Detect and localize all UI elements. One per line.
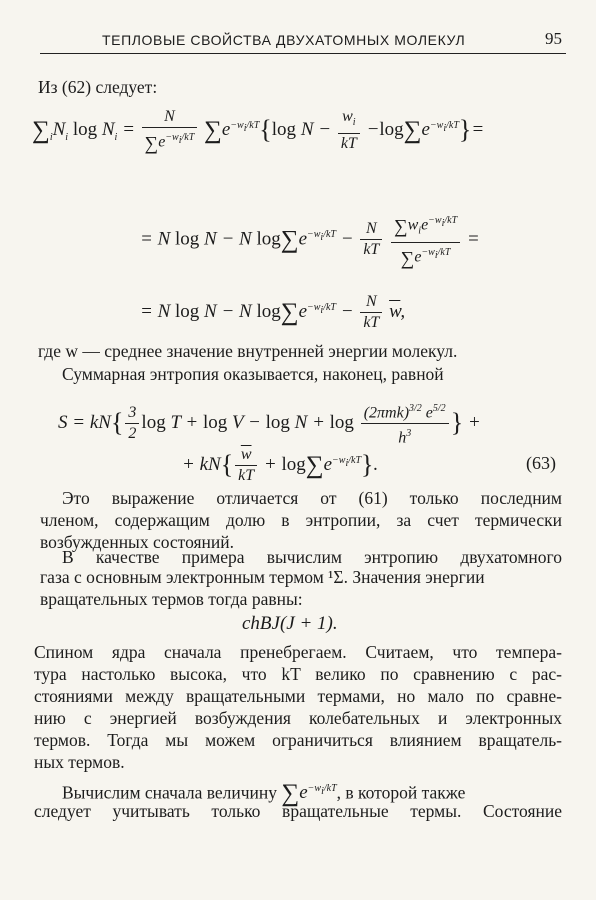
- partition-sum-inline: $\sum e^{-w_i/kT}$: [281, 780, 337, 808]
- where-w-text: где w — среднее значение внутренней энергии молекул.: [38, 341, 458, 361]
- para-1-line-3: возбужденных состояний.: [40, 532, 235, 552]
- rotational-energy-formula: chBJ(J + 1).: [242, 613, 338, 634]
- running-title: ТЕПЛОВЫЕ СВОЙСТВА ДВУХАТОМНЫХ МОЛЕКУЛ: [102, 32, 466, 48]
- para-3-line-5: термов. Тогда мы можем ограничиться влиянием вращатель-: [34, 730, 562, 750]
- para-2-text-a: газа с основным электронным термом: [40, 567, 324, 587]
- para-3-line-6: ных термов.: [34, 752, 125, 772]
- entropy-equation-line-1: S = kN{ $\frac{3}{2}$ log T + log V − log N + log $\frac{(2\pi mk)^{3/2} e^{5/2}}{h^3}$ } +: [58, 400, 481, 448]
- para-4-line-2: следует учитывать только вращательные термы. Состояние: [34, 801, 562, 821]
- header-rule: [40, 53, 566, 54]
- running-header: [40, 26, 566, 56]
- para-3-line-4: нию с энергией возбуждения колебательных и электронных: [34, 708, 562, 728]
- para-1-line-2: членом, содержащим долю в энтропии, за счет термически: [40, 510, 562, 530]
- entropy-equation-line-2: + kN{ $\frac{\overline{w}}{kT}$ + $\log\sum e^{-w_i/kT}$}.: [182, 446, 379, 484]
- para-4-text-a: Вычислим сначала величину: [62, 782, 278, 803]
- para-2-line-2: [40, 566, 562, 588]
- intro-text: Из (62) следует:: [38, 77, 158, 97]
- para-1-line-1: Это выражение отличается от (61) только последним: [62, 488, 562, 508]
- para-4-text-b: , в которой также: [336, 782, 466, 803]
- page-number: 95: [545, 29, 562, 48]
- para-3-line-3: стояниями между вращательными термами, но мало по сравне-: [34, 686, 562, 706]
- ground-term: ¹Σ: [328, 567, 344, 587]
- equation-line-2: = N log N − N $\log\sum e^{-w_i/kT}$ − $\frac{N}{kT}$ $\frac{\sum w_ie^{-w_i/kT}}{\sum e^{-w_i/kT}}$ =: [140, 212, 480, 268]
- para-2-line-3: вращательных термов тогда равны:: [40, 589, 303, 609]
- equation-line-3: = N log N − N $\log\sum e^{-w_i/kT}$ − $\frac{N}{kT}$ $\overline{w}$,: [140, 293, 406, 331]
- para-3-line-1: Спином ядра сначала пренебрегаем. Считаем, что темпера-: [34, 642, 562, 662]
- equation-number: (63): [526, 453, 556, 473]
- entropy-intro-text: Суммарная энтропия оказывается, наконец, равной: [62, 364, 444, 384]
- para-2-text-b: . Значения энергии: [343, 567, 485, 587]
- para-3-line-2: тура настолько высока, что kT велико по сравнению с рас-: [34, 664, 562, 684]
- equation-sum-n-log-n: $\sum_iN_i$ $\log N_i$ = $\frac{N}{\sum e^{-w_i/kT}}$ $\sum e^{-w_i/kT}\{\log$ N − $\frac{w_i}{kT}$ $-\log\sum e^{-w_i/kT}\}=$: [32, 108, 485, 155]
- para-2-line-1: В качестве примера вычислим энтропию двухатомного: [62, 547, 562, 567]
